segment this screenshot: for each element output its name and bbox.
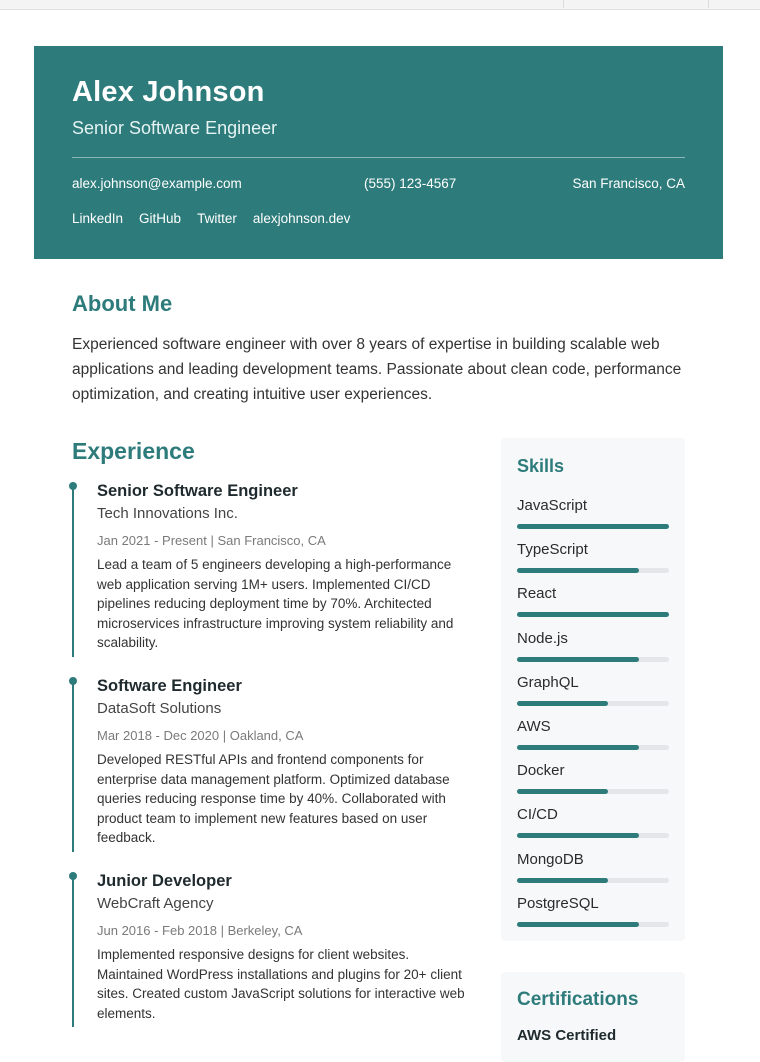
job-meta: Mar 2018 - Dec 2020 | Oakland, CA <box>97 728 304 743</box>
contact-phone[interactable]: (555) 123-4567 <box>364 176 457 191</box>
skill-item <box>517 718 669 735</box>
job-company: WebCraft Agency <box>97 895 214 912</box>
skill-level-fill <box>517 568 639 573</box>
timeline-line <box>72 486 74 657</box>
skill-level-fill <box>517 701 608 706</box>
experience-item <box>72 482 472 657</box>
browser-tab-segment <box>0 0 564 8</box>
experience-item <box>72 677 472 852</box>
experience-item <box>72 872 472 1027</box>
timeline-dot <box>69 872 77 880</box>
job-meta: Jun 2016 - Feb 2018 | Berkeley, CA <box>97 923 303 938</box>
about-text: Experienced software engineer with over 8 years of expertise in building scalable web applications and leading development teams. Passionate about clean code, performance optimization, and creating intuitive user experiences. <box>72 336 682 403</box>
link-twitter[interactable]: Twitter <box>197 211 237 226</box>
skill-level-track <box>517 833 669 838</box>
skill-item <box>517 895 669 912</box>
skill-name: CI/CD <box>517 806 558 824</box>
skill-name: TypeScript <box>517 541 588 559</box>
certification-item: AWS Certified <box>517 1027 617 1044</box>
skills-heading: Skills <box>517 456 565 476</box>
link-website[interactable]: alexjohnson.dev <box>252 211 351 226</box>
skill-level-fill <box>517 833 639 838</box>
job-description: Implemented responsive designs for client websites. Maintained WordPress installations and plugins for 20+ client sites. Created custom JavaScript solutions for interactive web elements. <box>97 947 465 1021</box>
job-meta: Jan 2021 - Present | San Francisco, CA <box>97 533 326 548</box>
header-divider <box>72 157 685 158</box>
browser-tab-segment <box>564 0 709 8</box>
contact-location: San Francisco, CA <box>572 176 685 191</box>
skill-level-track <box>517 524 669 529</box>
candidate-name: Alex Johnson <box>72 76 265 108</box>
skill-item <box>517 630 669 647</box>
skill-level-fill <box>517 878 608 883</box>
skill-item <box>517 851 669 868</box>
job-role: Senior Software Engineer <box>97 482 298 500</box>
timeline-line <box>72 681 74 852</box>
skill-item <box>517 585 669 602</box>
certifications-card <box>501 972 685 1062</box>
experience-heading: Experience <box>72 438 195 464</box>
skill-level-track <box>517 657 669 662</box>
skill-item <box>517 497 669 514</box>
resume-header <box>34 46 723 259</box>
job-role: Software Engineer <box>97 677 242 695</box>
skill-item <box>517 806 669 823</box>
contact-email[interactable]: alex.johnson@example.com <box>72 176 242 191</box>
skill-level-track <box>517 789 669 794</box>
skill-name: PostgreSQL <box>517 894 599 912</box>
skill-level-track <box>517 922 669 927</box>
job-description: Developed RESTful APIs and frontend components for enterprise data management platform. Optimized database queries reducing response time by 40%. Collaborated with product team to implement new features based on user feedback. <box>97 752 450 845</box>
certifications-heading: Certifications <box>517 989 639 1010</box>
link-github[interactable]: GitHub <box>139 211 182 226</box>
skill-level-track <box>517 612 669 617</box>
skill-name: JavaScript <box>517 497 588 514</box>
skill-name: Node.js <box>517 629 568 647</box>
skill-item <box>517 674 669 691</box>
skill-level-track <box>517 701 669 706</box>
skill-name: AWS <box>517 718 551 735</box>
skill-level-fill <box>517 789 608 794</box>
skill-level-fill <box>517 657 639 662</box>
timeline-dot <box>69 677 77 685</box>
skill-level-track <box>517 568 669 573</box>
job-role: Junior Developer <box>97 872 232 890</box>
skill-name: Docker <box>517 762 565 780</box>
job-company: DataSoft Solutions <box>97 700 222 717</box>
skill-level-track <box>517 878 669 883</box>
skill-level-fill <box>517 745 639 750</box>
skill-name: MongoDB <box>517 850 584 868</box>
skill-item <box>517 762 669 779</box>
timeline-line <box>72 876 74 1027</box>
skills-card <box>501 438 685 941</box>
about-heading: About Me <box>72 291 173 316</box>
skill-level-fill <box>517 524 669 529</box>
skill-item <box>517 541 669 558</box>
job-description: Lead a team of 5 engineers developing a high-performance web application serving 1M+ users. Implemented CI/CD pipelines reducing deployment time by 70%. Architected microservices infrastructure improving system reliability and scalability. <box>97 557 454 650</box>
skill-level-track <box>517 745 669 750</box>
timeline-dot <box>69 482 77 490</box>
skill-name: React <box>517 585 557 603</box>
skill-level-fill <box>517 922 639 927</box>
browser-top-strip <box>0 0 760 10</box>
job-company: Tech Innovations Inc. <box>97 505 238 522</box>
profile-links <box>72 211 350 226</box>
skill-name: GraphQL <box>517 673 579 691</box>
skill-level-fill <box>517 612 669 617</box>
candidate-title: Senior Software Engineer <box>72 118 278 138</box>
link-linkedin[interactable]: LinkedIn <box>72 211 124 226</box>
